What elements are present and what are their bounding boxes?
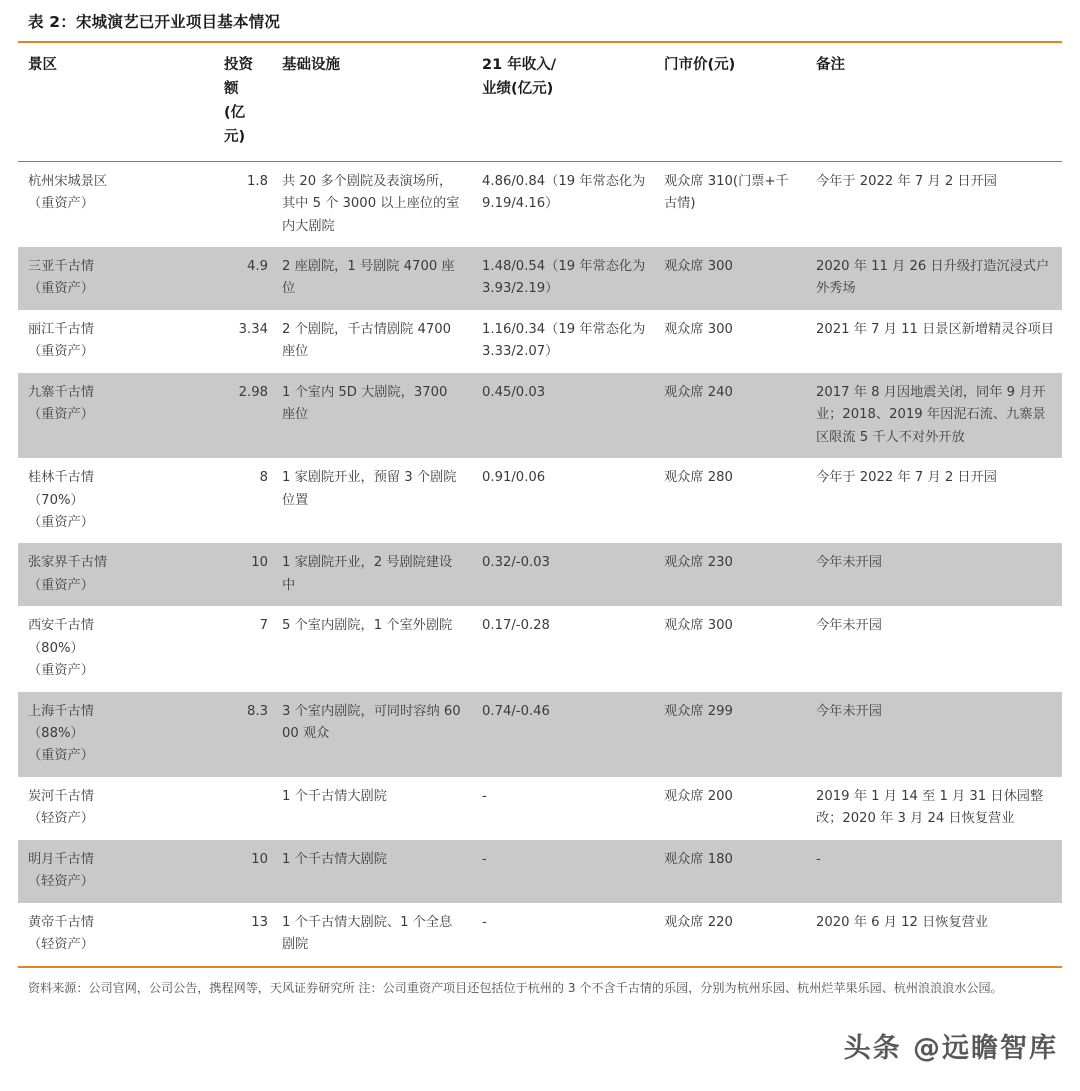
cell-revenue: - [472, 903, 654, 966]
cell-investment: 1.8 [214, 162, 272, 247]
cell-investment [214, 777, 272, 840]
cell-ticket-price: 观众席 280 [654, 458, 806, 543]
scenic-area-line: 三亚千古情 [28, 259, 94, 274]
scenic-area-line: （88%） [28, 726, 84, 741]
scenic-area-line: （重资产） [28, 281, 94, 297]
cell-revenue: 0.17/-0.28 [472, 606, 654, 691]
cell-infrastructure: 2 座剧院，1 号剧院 4700 座位 [272, 247, 472, 310]
cell-scenic-area [18, 692, 214, 777]
scenic-area-line: （重资产） [28, 344, 94, 360]
column-header-ticket-price: 门市价(元) [664, 57, 736, 73]
cell-investment: 8.3 [214, 692, 272, 777]
scenic-area-line: （重资产） [28, 663, 94, 679]
cell-revenue: - [472, 777, 654, 840]
cell-investment: 13 [214, 903, 272, 966]
cell-ticket-price: 观众席 200 [654, 777, 806, 840]
column-header-remark: 备注 [816, 57, 845, 73]
column-header-infrastructure: 基础设施 [282, 57, 340, 73]
cell-remark: 今年于 2022 年 7 月 2 日开园 [806, 458, 1062, 543]
scenic-area-line: （轻资产） [28, 937, 94, 953]
scenic-area-line: 张家界千古情 [28, 555, 108, 571]
scenic-area-line: 桂林千古情 [28, 470, 94, 486]
cell-infrastructure: 共 20 多个剧院及表演场所，其中 5 个 3000 以上座位的室内大剧院 [272, 162, 472, 247]
cell-infrastructure: 3 个室内剧院，可同时容纳 6000 观众 [272, 692, 472, 777]
table-row [18, 606, 1062, 691]
cell-investment: 8 [214, 458, 272, 543]
table-row [18, 310, 1062, 373]
cell-infrastructure: 2 个剧院，千古情剧院 4700 座位 [272, 310, 472, 373]
cell-scenic-area [18, 840, 214, 903]
cell-scenic-area [18, 458, 214, 543]
scenic-area-line: （重资产） [28, 577, 94, 593]
cell-remark: 今年未开园 [806, 606, 1062, 691]
scenic-area-line: （重资产） [28, 407, 94, 423]
cell-infrastructure: 1 个千古情大剧院 [272, 777, 472, 840]
data-table-body [18, 162, 1062, 966]
cell-ticket-price: 观众席 240 [654, 373, 806, 458]
cell-scenic-area [18, 777, 214, 840]
cell-scenic-area [18, 310, 214, 373]
cell-infrastructure: 1 家剧院开业，预留 3 个剧院位置 [272, 458, 472, 543]
cell-revenue: 4.86/0.84（19 年常态化为 9.19/4.16） [472, 162, 654, 247]
cell-ticket-price: 观众席 299 [654, 692, 806, 777]
table-header [18, 43, 1062, 161]
scenic-area-line: （轻资产） [28, 811, 94, 827]
scenic-area-line: （重资产） [28, 748, 94, 764]
scenic-area-line: 西安千古情 [28, 618, 94, 634]
cell-ticket-price: 观众席 310(门票+千古情) [654, 162, 806, 247]
cell-ticket-price: 观众席 300 [654, 606, 806, 691]
scenic-area-line: 黄帝千古情 [28, 914, 94, 930]
cell-remark: 今年于 2022 年 7 月 2 日开园 [806, 162, 1062, 247]
cell-scenic-area [18, 903, 214, 966]
cell-revenue: 1.16/0.34（19 年常态化为 3.33/2.07） [472, 310, 654, 373]
cell-investment: 2.98 [214, 373, 272, 458]
table-row [18, 162, 1062, 247]
page-title: 表 2：宋城演艺已开业项目基本情况 [28, 13, 281, 31]
cell-infrastructure: 1 个千古情大剧院、1 个全息剧院 [272, 903, 472, 966]
cell-ticket-price: 观众席 230 [654, 543, 806, 606]
cell-infrastructure: 5 个室内剧院，1 个室外剧院 [272, 606, 472, 691]
cell-infrastructure: 1 个室内 5D 大剧院，3700 座位 [272, 373, 472, 458]
cell-revenue: 1.48/0.54（19 年常态化为 3.93/2.19） [472, 247, 654, 310]
cell-revenue: 0.45/0.03 [472, 373, 654, 458]
table-row [18, 373, 1062, 458]
cell-infrastructure: 1 家剧院开业，2 号剧院建设中 [272, 543, 472, 606]
cell-remark: 2020 年 11 月 26 日升级打造沉浸式户外秀场 [806, 247, 1062, 310]
scenic-area-line: 炭河千古情 [28, 788, 94, 804]
cell-revenue: - [472, 840, 654, 903]
column-header-revenue: 21 年收入/ 业绩(亿元) [482, 57, 557, 97]
cell-investment: 10 [214, 543, 272, 606]
cell-investment: 10 [214, 840, 272, 903]
column-header-scenic-area: 景区 [28, 57, 57, 73]
table-row [18, 458, 1062, 543]
cell-investment: 3.34 [214, 310, 272, 373]
cell-remark: 2021 年 7 月 11 日景区新增精灵谷项目 [806, 310, 1062, 373]
table-body [18, 162, 1062, 966]
scenic-area-line: （80%） [28, 640, 84, 656]
cell-remark: - [806, 840, 1062, 903]
cell-revenue: 0.91/0.06 [472, 458, 654, 543]
scenic-area-line: （重资产） [28, 196, 94, 212]
cell-remark: 2020 年 6 月 12 日恢复营业 [806, 903, 1062, 966]
scenic-area-line: （轻资产） [28, 874, 94, 890]
column-header-investment: 投资额 (亿元) [224, 57, 253, 145]
scenic-area-line: （70%） [28, 492, 84, 508]
scenic-area-line: 明月千古情 [28, 851, 94, 867]
cell-ticket-price: 观众席 220 [654, 903, 806, 966]
watermark: 头条 @远瞻智库 [843, 1033, 1058, 1064]
cell-ticket-price: 观众席 300 [654, 247, 806, 310]
table-row [18, 543, 1062, 606]
cell-investment: 4.9 [214, 247, 272, 310]
scenic-area-line: 杭州宋城景区 [28, 173, 108, 189]
scenic-area-line: （重资产） [28, 514, 94, 530]
table-row [18, 247, 1062, 310]
source-note: 资料来源：公司官网，公司公告，携程网等，天风证券研究所 注：公司重资产项目还包括位于杭州的 3 个不含千古情的乐园，分别为杭州乐园、杭州烂苹果乐园、杭州浪浪浪水公园。 [28, 980, 1003, 995]
cell-ticket-price: 观众席 180 [654, 840, 806, 903]
cell-remark: 2017 年 8 月因地震关闭，同年 9 月开业；2018、2019 年因泥石流、九寨景区限流 5 千人不对外开放 [806, 373, 1062, 458]
cell-revenue: 0.32/-0.03 [472, 543, 654, 606]
table-row [18, 777, 1062, 840]
cell-remark: 2019 年 1 月 14 至 1 月 31 日休园整改；2020 年 3 月 24 日恢复营业 [806, 777, 1062, 840]
cell-remark: 今年未开园 [806, 692, 1062, 777]
table-row [18, 903, 1062, 966]
cell-infrastructure: 1 个千古情大剧院 [272, 840, 472, 903]
scenic-area-line: 九寨千古情 [28, 384, 94, 400]
header-row [18, 43, 1062, 161]
cell-scenic-area [18, 162, 214, 247]
cell-scenic-area [18, 247, 214, 310]
cell-scenic-area [18, 373, 214, 458]
table-row [18, 692, 1062, 777]
table-row [18, 840, 1062, 903]
data-table [18, 43, 1062, 161]
cell-scenic-area [18, 543, 214, 606]
cell-revenue: 0.74/-0.46 [472, 692, 654, 777]
scenic-area-line: 上海千古情 [28, 703, 94, 719]
scenic-area-line: 丽江千古情 [28, 321, 94, 337]
cell-ticket-price: 观众席 300 [654, 310, 806, 373]
cell-scenic-area [18, 606, 214, 691]
cell-investment: 7 [214, 606, 272, 691]
cell-remark: 今年未开园 [806, 543, 1062, 606]
